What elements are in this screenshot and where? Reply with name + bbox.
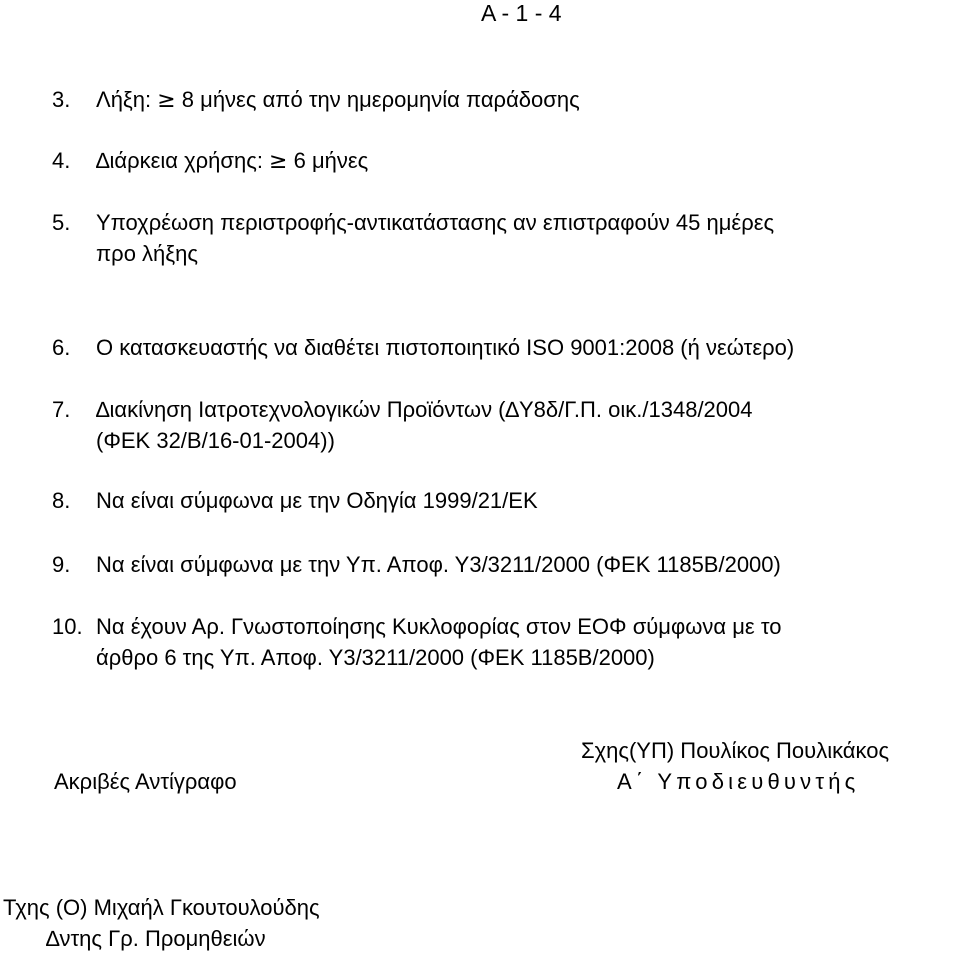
item-text-before: ∆ιάρκεια χρήσης: bbox=[96, 148, 270, 173]
item-text-after: 8 μήνες από την ημερομηνία παράδοσης bbox=[175, 87, 580, 112]
item-number: 3. bbox=[52, 87, 71, 112]
item-text-line-2: προ λήξης bbox=[96, 241, 198, 266]
item-number: 9. bbox=[52, 552, 71, 577]
item-number: 7. bbox=[52, 397, 71, 422]
item-text-after: 6 μήνες bbox=[287, 148, 369, 173]
item-text-line-2: άρθρο 6 της Υπ. Αποφ. Υ3/3211/2000 (ΦΕΚ 1185Β/2000) bbox=[96, 645, 655, 670]
item-text bbox=[96, 145, 368, 177]
item-text-line-1: ∆ιακίνηση Ιατροτεχνολογικών Προϊόντων (∆Υ8δ/Γ.Π. οικ./1348/2004 bbox=[96, 397, 753, 422]
signer-title: Α΄ Υποδιευθυντής bbox=[617, 769, 860, 794]
item-number: 6. bbox=[52, 335, 71, 360]
item-text-line-1: Υποχρέωση περιστροφής-αντικατάστασης αν επιστραφούν 45 ημέρες bbox=[96, 210, 775, 235]
certified-copy-label: Ακριβές Αντίγραφο bbox=[54, 769, 237, 794]
item-text-line-2: (ΦΕΚ 32/Β/16-01-2004)) bbox=[96, 428, 335, 453]
item-text: Ο κατασκευαστής να διαθέτει πιστοποιητικό ISO 9001:2008 (ή νεώτερο) bbox=[96, 335, 795, 360]
item-text-line-1: Να έχουν Αρ. Γνωστοποίησης Κυκλοφορίας στον ΕΟΦ σύμφωνα με το bbox=[96, 614, 782, 639]
item-number: 5. bbox=[52, 210, 71, 235]
clerk-title: ∆ντης Γρ. Προμηθειών bbox=[46, 926, 266, 951]
greater-equal-symbol: ≥ bbox=[269, 149, 288, 174]
page-number: Α - 1 - 4 bbox=[481, 0, 562, 26]
greater-equal-symbol: ≥ bbox=[157, 88, 176, 113]
item-text-before: Λήξη: bbox=[96, 87, 158, 112]
item-number: 10. bbox=[52, 614, 83, 639]
item-text: Να είναι σύμφωνα με την Οδηγία 1999/21/ΕΚ bbox=[96, 488, 538, 513]
item-number: 8. bbox=[52, 488, 71, 513]
item-text: Να είναι σύμφωνα με την Υπ. Αποφ. Υ3/3211/2000 (ΦΕΚ 1185Β/2000) bbox=[96, 552, 781, 577]
signer-name: Σχης(ΥΠ) Πουλίκος Πουλικάκος bbox=[581, 738, 890, 763]
item-number: 4. bbox=[52, 148, 71, 173]
clerk-name: Τχης (Ο) Μιχαήλ Γκουτουλούδης bbox=[3, 895, 320, 920]
item-text bbox=[96, 84, 580, 116]
